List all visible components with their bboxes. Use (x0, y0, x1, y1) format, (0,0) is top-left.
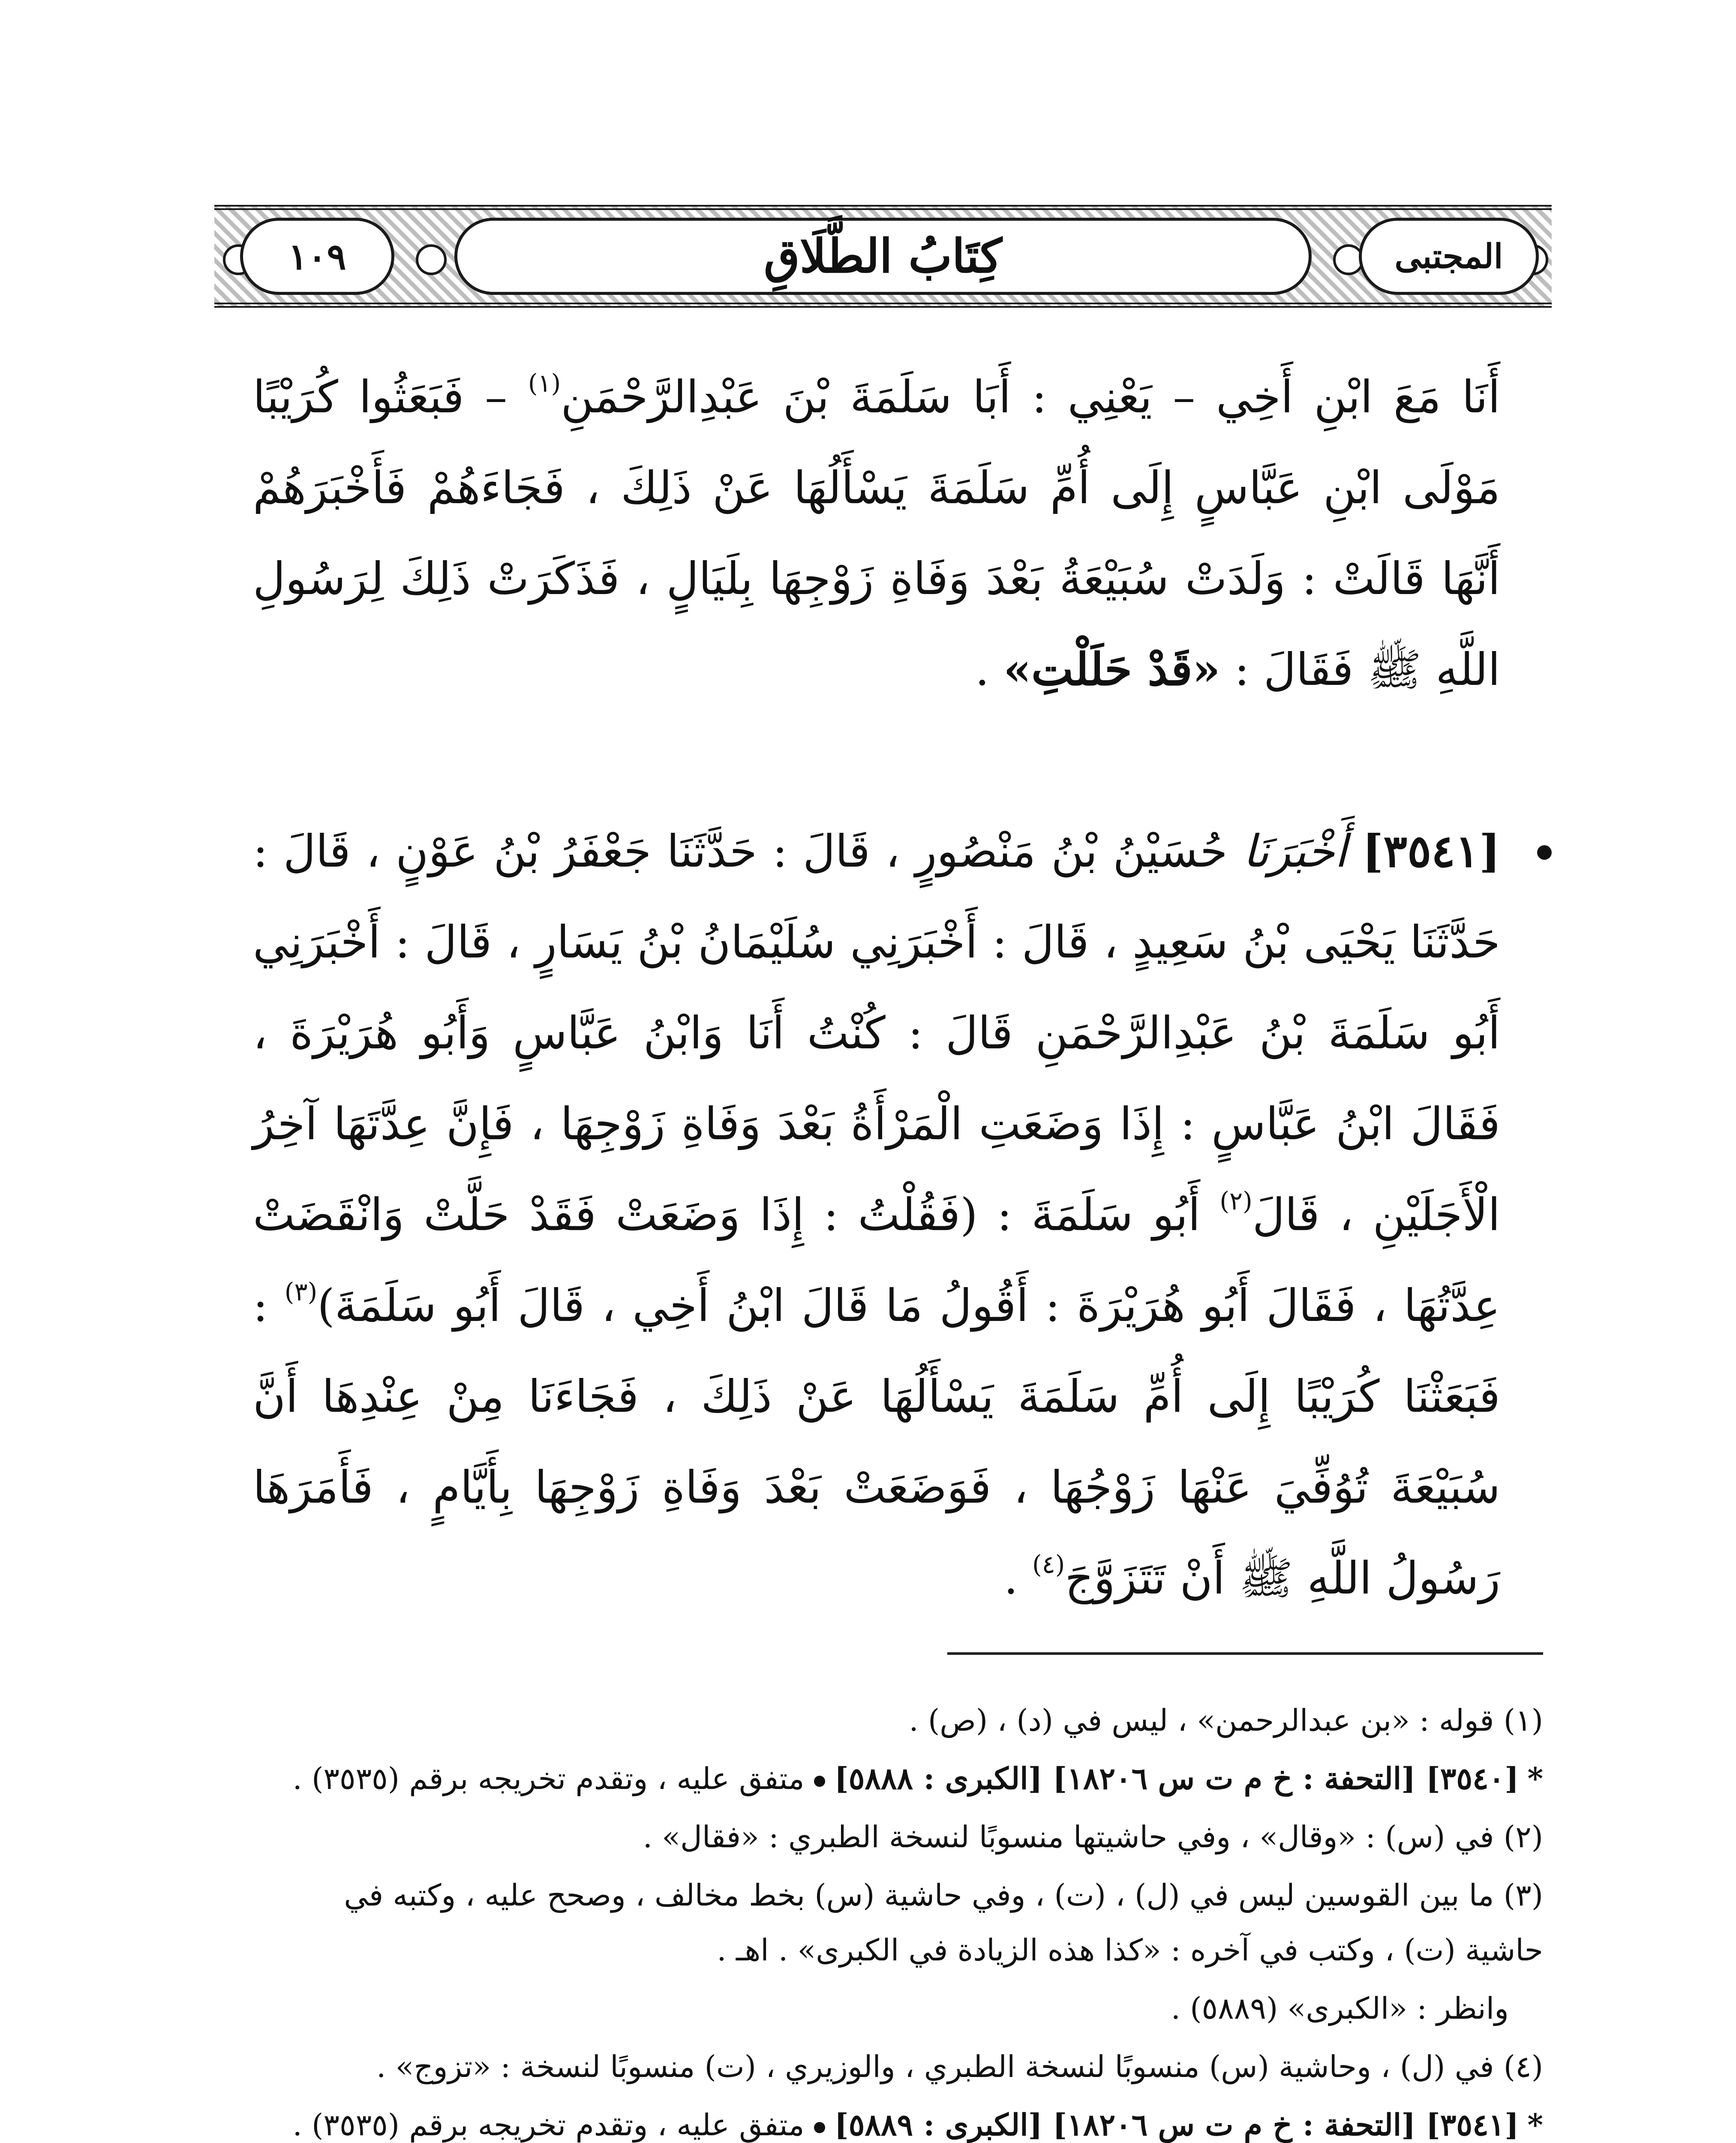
star-icon: * (1527, 1761, 1543, 1796)
page-header (214, 205, 1552, 308)
bullet-icon (1537, 845, 1552, 860)
footnote-3-see-also: وانظر : «الكبرى» (٥٨٨٩) . (1171, 1991, 1509, 2026)
prophetic-quote: «قَدْ حَلَلْتِ» (1003, 643, 1220, 696)
footnote-2: (٢) في (س) : «وقال» ، وفي حاشيتها منسوبًا لنسخة الطبري : «فقال» . (643, 1819, 1543, 1855)
footnote-divider (947, 1652, 1543, 1655)
page-number: ١٠٩ (288, 235, 346, 278)
book-name: المجتبى (1394, 237, 1503, 276)
bullet-icon (814, 1776, 825, 1787)
footnote-marker: (٣) (284, 1277, 318, 1306)
text-segment: : فَبَعَثْنَا كُرَيْبًا إِلَى أُمِّ سَلَمَةَ يَسْأَلُهَا عَنْ ذَلِكَ ، فَجَاءَنَا مِنْ عِنْدِهَا أَنَّ سُبَيْعَةَ تُوُفِّيَ عَنْهَا زَوْجُهَا ، فَوَضَعَتْ بَعْدَ وَفَاةِ زَوْجِهَا بِأَيَّامٍ ، فَأَمَرَهَا رَسُولُ اللَّهِ ﷺ أَنْ تَتَزَوَّجَ (253, 1279, 1500, 1604)
footnotes (257, 1693, 1543, 2143)
text-segment: – فَبَعَثُوا كُرَيْبًا مَوْلَى ابْنِ عَبَّاسٍ إِلَى أُمِّ سَلَمَةَ يَسْأَلُهَا عَنْ ذَلِكَ ، فَجَاءَهُمْ فَأَخْبَرَهُمْ أَنَّهَا قَالَتْ : وَلَدَتْ سُبَيْعَةُ بَعْدَ وَفَاةِ زَوْجِهَا بِلَيَالٍ ، فَذَكَرَتْ ذَلِكَ لِرَسُولِ اللَّهِ ﷺ فَقَالَ : (253, 371, 1500, 696)
star-icon: * (1527, 2107, 1543, 2143)
footnote-marker: (١) (528, 369, 561, 398)
page-number-cartouche (240, 218, 394, 295)
takhrij-reference: [٣٥٤١] [التحفة : خ م ت س ١٨٢٠٦] [الكبرى : ٥٨٨٩] (834, 2107, 1519, 2143)
footnote-marker: (٤) (1032, 1550, 1065, 1579)
takhrij-3541 (257, 2098, 1543, 2143)
takhrij-3540 (257, 1751, 1543, 1806)
text-segment: حُسَيْنُ بْنُ مَنْصُورٍ ، قَالَ : حَدَّثَنَا جَعْفَرُ بْنُ عَوْنٍ ، قَالَ : حَدَّثَنَا يَحْيَى بْنُ سَعِيدٍ ، قَالَ : أَخْبَرَنِي سُلَيْمَانُ بْنُ يَسَارٍ ، قَالَ : أَخْبَرَنِي أَبُو سَلَمَةَ بْنُ عَبْدِالرَّحْمَنِ قَالَ : كُنْتُ أَنَا وَابْنُ عَبَّاسٍ وَأَبُو هُرَيْرَةَ ، فَقَالَ ابْنُ عَبَّاسٍ : إِذَا وَضَعَتِ الْمَرْأَةُ بَعْدَ وَفَاةِ زَوْجِهَا ، فَإِنَّ عِدَّتَهَا آخِرُ الْأَجَلَيْنِ ، قَالَ (253, 825, 1500, 1241)
hadith-3541 (253, 806, 1500, 1624)
chapter-title-cartouche (454, 218, 1312, 295)
hadith-number: [٣٥٤١] (1362, 825, 1500, 877)
takhrij-text: متفق عليه ، وتقدم تخريجه برقم (٣٥٣٥) . (292, 1761, 805, 1796)
text-segment: أَبُو سَلَمَةَ : (فَقُلْتُ : إِذَا وَضَعَتْ فَقَدْ حَلَّتْ وَانْقَضَتْ عِدَّتُهَا ، فَقَالَ أَبُو هُرَيْرَةَ : أَقُولُ مَا قَالَ ابْنُ أَخِي ، قَالَ أَبُو سَلَمَةَ) (253, 1189, 1500, 1332)
footnote-1: (١) قوله : «بن عبدالرحمن» ، ليس في (د) ، (ص) . (909, 1703, 1543, 1738)
footnote-marker: (٢) (1219, 1186, 1252, 1216)
footnote-3: (٣) ما بين القوسين ليس في (ل) ، (ت) ، وفي حاشية (س) بخط مخالف ، وصحح عليه ، وكتبه في حاشية (ت) ، وكتب في آخره : «كذا هذه الزيادة في الكبرى» . اهـ . (344, 1878, 1543, 1968)
ornament-icon (416, 244, 447, 275)
text-segment: . (1003, 1552, 1032, 1604)
takhrij-text: متفق عليه ، وتقدم تخريجه برقم (٣٥٣٥) . (292, 2107, 805, 2143)
takhrij-reference: [٣٥٤٠] [التحفة : خ م ت س ١٨٢٠٦] [الكبرى : ٥٨٨٨] (834, 1761, 1519, 1796)
bullet-icon (814, 2122, 825, 2133)
chapter-title: كِتَابُ الطَّلَاقِ (764, 229, 1002, 283)
paragraph-continuation (253, 351, 1500, 715)
transmission-word: أَخْبَرَنَا (1243, 825, 1347, 877)
footnote-4: (٤) في (ل) ، وحاشية (س) منسوبًا لنسخة الطبري ، والوزيري ، (ت) منسوبًا لنسخة : «تزوج» . (376, 2049, 1543, 2084)
book-name-cartouche (1359, 218, 1539, 295)
text-segment: . (975, 643, 1003, 696)
text-segment: أَنَا مَعَ ابْنِ أَخِي – يَعْنِي : أَبَا سَلَمَةَ بْنَ عَبْدِالرَّحْمَنِ (561, 371, 1501, 423)
